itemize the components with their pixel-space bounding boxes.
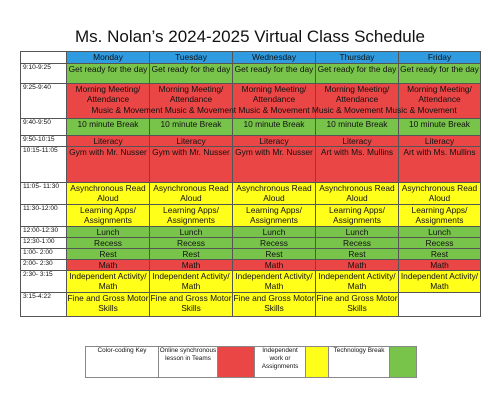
schedule-cell xyxy=(67,136,150,147)
activity-text: Fine and Gross Motor Skills xyxy=(233,293,315,313)
activity-text: Fine and Gross Motor Skills xyxy=(150,293,232,313)
schedule-cell xyxy=(67,227,150,238)
schedule-cell xyxy=(316,136,399,147)
activity-text: Morning Meeting/ Attendance xyxy=(75,84,141,104)
activity-text: Learning Apps/ Assignments xyxy=(329,205,385,225)
schedule-cell xyxy=(67,147,150,183)
activity-text: Recess xyxy=(260,238,288,248)
time-slot-label: 11:05- 11:30 xyxy=(21,183,67,205)
music-movement-line: Music & Movement Music & Movement Music & Movement Music & Movement Music & Movement xyxy=(91,105,457,115)
schedule-cell xyxy=(67,260,150,271)
time-slot-label: 9:40-9:50 xyxy=(21,119,67,136)
activity-text: Math xyxy=(264,260,284,270)
schedule-title: Ms. Nolan’s 2024-2025 Virtual Class Schedule xyxy=(75,27,425,46)
activity-text: Rest xyxy=(265,249,283,259)
schedule-cell xyxy=(67,64,150,84)
activity-text: Morning Meeting/ Attendance xyxy=(158,84,224,104)
schedule-cell xyxy=(233,227,316,238)
schedule-cell xyxy=(233,183,316,205)
activity-text: Independent Activity/ Math xyxy=(400,271,479,291)
schedule-cell xyxy=(399,293,481,317)
schedule-cell xyxy=(316,260,399,271)
activity-text: Rest xyxy=(348,249,366,259)
time-slot-label: 11:30-12:00 xyxy=(21,205,67,227)
legend-independent-label: Independent work or Assignments xyxy=(255,347,306,378)
time-slot-label: 1:00- 2:00 xyxy=(21,249,67,260)
activity-text: Fine and Gross Motor Skills xyxy=(316,293,398,313)
activity-text: Asynchronous Read Aloud xyxy=(401,183,478,203)
activity-text: Art with Ms. Mullins xyxy=(403,147,476,157)
legend-online-label: Online synchronous lesson in Teams xyxy=(159,347,218,378)
schedule-cell xyxy=(316,205,399,227)
activity-text: Recess xyxy=(177,238,205,248)
schedule-cell xyxy=(316,147,399,183)
schedule-cell xyxy=(233,260,316,271)
activity-text: Fine and Gross Motor Skills xyxy=(67,293,149,313)
activity-text: Recess xyxy=(425,238,454,248)
activity-text: Literacy xyxy=(93,136,123,146)
schedule-cell xyxy=(233,249,316,260)
schedule-row xyxy=(21,147,481,183)
activity-text: Get ready for the day xyxy=(400,64,479,74)
activity-text: Learning Apps/ Assignments xyxy=(80,205,136,225)
schedule-row xyxy=(21,249,481,260)
activity-text: Recess xyxy=(94,238,122,248)
schedule-cell xyxy=(150,238,233,249)
schedule-cell xyxy=(316,227,399,238)
schedule-cell xyxy=(150,147,233,183)
schedule-cell xyxy=(150,136,233,147)
schedule-cell xyxy=(233,147,316,183)
activity-text: Independent Activity/ Math xyxy=(152,271,230,291)
activity-text: Math xyxy=(430,260,449,270)
schedule-cell xyxy=(233,119,316,136)
schedule-cell xyxy=(150,205,233,227)
time-slot-label: 12:30-1:00 xyxy=(21,238,67,249)
activity-text: 10 minute Break xyxy=(326,119,388,129)
time-slot-label: 2:00- 2:30 xyxy=(21,260,67,271)
activity-text: 10 minute Break xyxy=(243,119,305,129)
activity-text: Recess xyxy=(343,238,371,248)
activity-text: Rest xyxy=(430,249,449,259)
schedule-cell xyxy=(67,119,150,136)
activity-text: 10 minute Break xyxy=(409,119,470,129)
schedule-cell xyxy=(67,293,150,317)
activity-text: Learning Apps/ Assignments xyxy=(411,205,468,225)
time-slot-label: 3:15-4:22 xyxy=(21,293,67,317)
activity-text: Asynchronous Read Aloud xyxy=(153,183,229,203)
activity-text: 10 minute Break xyxy=(77,119,139,129)
schedule-table xyxy=(20,51,481,317)
schedule-row xyxy=(21,84,481,119)
schedule-row xyxy=(21,136,481,147)
time-slot-label: 12:00-12:30 xyxy=(21,227,67,238)
schedule-cell xyxy=(67,183,150,205)
schedule-cell xyxy=(399,271,481,293)
activity-text: Literacy xyxy=(342,136,372,146)
activity-text: Math xyxy=(98,260,118,270)
schedule-cell xyxy=(233,136,316,147)
schedule-cell xyxy=(316,183,399,205)
activity-text: Asynchronous Read Aloud xyxy=(70,183,146,203)
legend-key-label: Color-coding Key xyxy=(86,347,159,378)
day-header: Friday xyxy=(399,52,481,64)
activity-text: Gym with Mr. Nusser xyxy=(69,147,147,157)
activity-text: Morning Meeting/ Attendance xyxy=(407,84,472,104)
schedule-cell xyxy=(233,205,316,227)
day-header: Wednesday xyxy=(233,52,316,64)
activity-text: Independent Activity/ Math xyxy=(318,271,396,291)
activity-text: Math xyxy=(181,260,201,270)
legend-red-swatch xyxy=(218,347,255,378)
activity-text: Literacy xyxy=(259,136,289,146)
schedule-cell xyxy=(150,293,233,317)
schedule-row xyxy=(21,183,481,205)
activity-text: Independent Activity/ Math xyxy=(69,271,147,291)
schedule-cell xyxy=(316,271,399,293)
schedule-cell xyxy=(150,271,233,293)
schedule-cell xyxy=(150,260,233,271)
activity-text: Learning Apps/ Assignments xyxy=(163,205,219,225)
activity-text: Get ready for the day xyxy=(234,64,314,74)
schedule-row xyxy=(21,271,481,293)
schedule-cell xyxy=(150,183,233,205)
schedule-cell xyxy=(67,238,150,249)
schedule-cell xyxy=(67,84,457,119)
schedule-row xyxy=(21,260,481,271)
activity-text: 10 minute Break xyxy=(160,119,222,129)
legend-tech-label: Technology Break xyxy=(329,347,390,378)
schedule-row xyxy=(21,238,481,249)
schedule-cell xyxy=(233,64,316,84)
schedule-cell xyxy=(150,227,233,238)
schedule-cell xyxy=(233,271,316,293)
activity-text: Art with Ms. Mullins xyxy=(320,147,394,157)
activity-text: Lunch xyxy=(262,227,286,237)
activity-text: Literacy xyxy=(176,136,206,146)
schedule-cell xyxy=(316,238,399,249)
day-header: Tuesday xyxy=(150,52,233,64)
schedule-cell xyxy=(316,64,399,84)
schedule-cell xyxy=(233,293,316,317)
activity-text: Lunch xyxy=(179,227,203,237)
activity-text: Independent Activity/ Math xyxy=(235,271,313,291)
activity-text: Get ready for the day xyxy=(68,64,148,74)
activity-text: Literacy xyxy=(424,136,455,146)
schedule-cell xyxy=(399,238,481,249)
legend-yellow-swatch xyxy=(306,347,329,378)
time-slot-label: 9:10-9:25 xyxy=(21,64,67,84)
schedule-cell xyxy=(399,183,481,205)
schedule-cell xyxy=(399,249,481,260)
activity-text: Gym with Mr. Nusser xyxy=(235,147,313,157)
time-slot-label: 9:25-9:40 xyxy=(21,84,67,119)
schedule-cell xyxy=(67,271,150,293)
schedule-cell xyxy=(316,293,399,317)
schedule-row xyxy=(21,227,481,238)
schedule-cell xyxy=(399,260,481,271)
schedule-cell xyxy=(399,136,481,147)
schedule-row xyxy=(21,64,481,84)
day-header-row xyxy=(21,52,481,64)
schedule-cell xyxy=(399,147,481,183)
activity-text: Lunch xyxy=(96,227,120,237)
schedule-cell xyxy=(67,249,150,260)
activity-text: Get ready for the day xyxy=(317,64,397,74)
activity-text: Asynchronous Read Aloud xyxy=(236,183,312,203)
schedule-cell xyxy=(399,64,481,84)
activity-text: Rest xyxy=(99,249,117,259)
schedule-cell xyxy=(233,238,316,249)
activity-text: Lunch xyxy=(345,227,369,237)
activity-text: Morning Meeting/ Attendance xyxy=(241,84,307,104)
schedule-row xyxy=(21,205,481,227)
activity-text: Morning Meeting/ Attendance xyxy=(324,84,390,104)
day-header: Thursday xyxy=(316,52,399,64)
schedule-body xyxy=(21,64,481,317)
schedule-cell xyxy=(399,227,481,238)
schedule-cell xyxy=(67,205,150,227)
schedule-cell xyxy=(150,64,233,84)
activity-text: Asynchronous Read Aloud xyxy=(319,183,395,203)
schedule-cell xyxy=(316,119,399,136)
activity-text: Math xyxy=(347,260,367,270)
schedule-cell xyxy=(399,205,481,227)
time-slot-label: 10:15-11:05 xyxy=(21,147,67,183)
schedule-cell xyxy=(399,119,481,136)
corner-cell xyxy=(21,52,67,64)
schedule-cell xyxy=(150,249,233,260)
color-legend xyxy=(85,346,417,378)
activity-text: Gym with Mr. Nusser xyxy=(152,147,230,157)
schedule-cell xyxy=(316,249,399,260)
activity-text: Lunch xyxy=(428,227,451,237)
schedule-cell xyxy=(150,119,233,136)
activity-text: Learning Apps/ Assignments xyxy=(246,205,302,225)
activity-text: Rest xyxy=(182,249,200,259)
schedule-row xyxy=(21,293,481,317)
day-header: Monday xyxy=(67,52,150,64)
legend-green-swatch xyxy=(390,347,417,378)
time-slot-label: 9:50-10:15 xyxy=(21,136,67,147)
time-slot-label: 2:30- 3:15 xyxy=(21,271,67,293)
schedule-row xyxy=(21,119,481,136)
activity-text: Get ready for the day xyxy=(151,64,231,74)
